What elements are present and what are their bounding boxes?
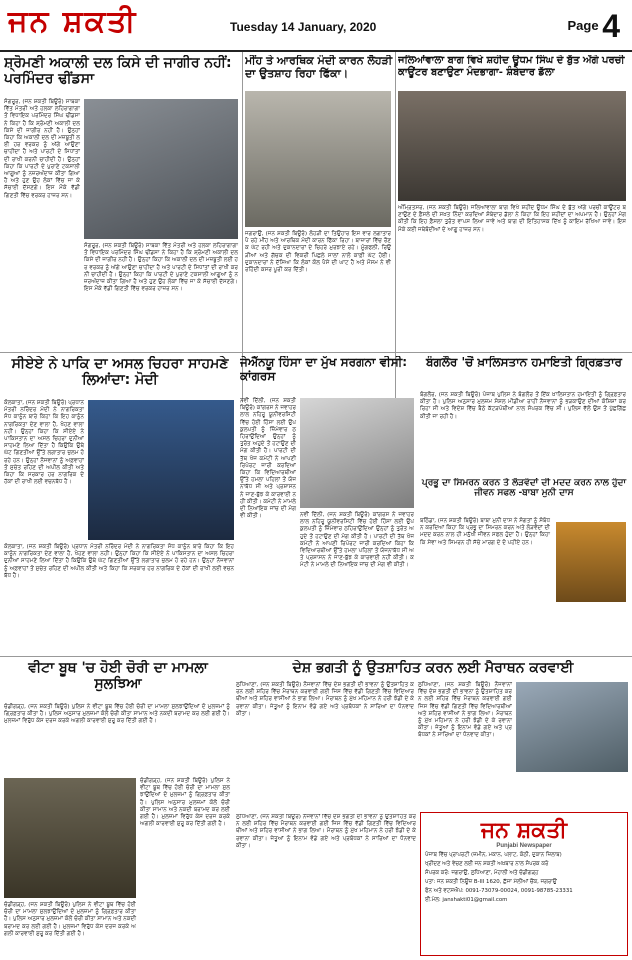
headline: ਮੀਂਹ ਤੇ ਆਰਥਿਕ ਮੰਦੀ ਕਾਰਨ ਲੋਹੜੀ ਦਾ ਉਤਸ਼ਾਹ ਰਿਹਾ ਫਿੱਕਾ। — [245, 55, 393, 80]
article-body: ਲੁਧਿਆਣਾ, (ਜਨ ਸ਼ਕਤੀ ਬਿਊਰੋ) ਨੌਜਵਾਨਾਂ ਵਿੱਚ ਦੇਸ਼ ਭਗਤੀ ਦੀ ਭਾਵਨਾ ਨੂੰ ਉਤਸ਼ਾਹਿਤ ਕਰਨ ਲਈ ਸ਼ਹਿਰ ਵਿੱਚ ਮੈਰਾਥਨ ਕਰਵਾਈ ਗਈ ਜਿਸ ਵਿੱਚ ਵੱਡੀ ਗਿਣਤੀ ਵਿੱਚ ਵਿਦਿਆਰਥੀਆਂ ਅਤੇ ਸ਼ਹਿਰ ਵਾਸੀਆਂ ਨੇ ਭਾਗ ਲਿਆ। ਮੈਰਾਥਨ ਨੂੰ ਮੁੱਖ ਮਹਿਮਾਨ ਨੇ ਹਰੀ ਝੰਡੀ ਦੇ ਕੇ ਰਵਾਨਾ ਕੀਤਾ। ਜੇਤੂਆਂ ਨੂੰ ਇਨਾਮ ਵੰਡੇ ਗਏ ਅਤੇ ਪ੍ਰਬੰਧਕਾਂ ਨੇ ਸਾਰਿਆਂ ਦਾ ਧੰਨਵਾਦ ਕੀਤਾ। — [236, 814, 416, 849]
page-number: 4 — [602, 8, 620, 44]
article-body: ਸੰਗਰੂਰ, (ਜਨ ਸ਼ਕਤੀ ਬਿਊਰੋ) ਸਾਬਕਾ ਵਿੱਤ ਮੰਤਰੀ ਅਤੇ ਹਲਕਾ ਲਹਿਰਾਗਾਗਾ ਤੋਂ ਵਿਧਾਇਕ ਪਰਮਿੰਦਰ ਸਿੰਘ ਢੀਂਡਸਾ ਨੇ ਕਿਹਾ ਹੈ ਕਿ ਸ਼੍ਰੋਮਣੀ ਅਕਾਲੀ ਦਲ ਕਿਸੇ ਦੀ ਜਾਗੀਰ ਨਹੀਂ ਹੈ। ਉਨ੍ਹਾਂ ਕਿਹਾ ਕਿ ਅਕਾਲੀ ਦਲ ਦੀ ਮਜ਼ਬੂਤੀ ਲਈ ਹਰ ਵਰਕਰ ਨੂੰ ਅੱਗੇ ਆਉਣਾ ਚਾਹੀਦਾ ਹੈ ਅਤੇ ਪਾਰਟੀ ਦੇ ਸਿਧਾਂਤਾਂ ਦੀ ਰਾਖੀ ਕਰਨੀ ਚਾਹੀਦੀ ਹੈ। ਉਨ੍ਹਾਂ ਕਿਹਾ ਕਿ ਪਾਰਟੀ ਦੇ ਪੁਰਾਣੇ ਟਕਸਾਲੀ ਆਗੂਆਂ ਨੂੰ ਨਜ਼ਰਅੰਦਾਜ਼ ਕੀਤਾ ਗਿਆ ਹੈ ਅਤੇ ਹੁਣ ਉਹ ਲੋਕਾਂ ਵਿੱਚ ਜਾ ਕੇ ਸੱਚਾਈ ਦੱਸਣਗੇ। ਇਸ ਮੌਕੇ ਵੱਡੀ ਗਿਣਤੀ ਵਿੱਚ ਵਰਕਰ ਹਾਜ਼ਰ ਸਨ। — [84, 243, 238, 293]
article-photo — [398, 91, 626, 201]
article-body: ਅੰਮ੍ਰਿਤਸਰ, (ਜਨ ਸ਼ਕਤੀ ਬਿਊਰੋ) ਜਲਿਆਂਵਾਲਾ ਬਾਗ ਵਿਖੇ ਸ਼ਹੀਦ ਊਧਮ ਸਿੰਘ ਦੇ ਬੁੱਤ ਅੱਗੇ ਪਰਚੀ ਕਾਊਂਟਰ ਬਣਾਉਣ ਦੇ ਫ਼ੈਸਲੇ ਦੀ ਸਖ਼ਤ ਨਿੰਦਾ ਕਰਦਿਆਂ ਸ਼ੰਬੇਦਾਰ ਡੱਲਾ ਨੇ ਕਿਹਾ ਕਿ ਇਹ ਸ਼ਹੀਦਾਂ ਦਾ ਅਪਮਾਨ ਹੈ। ਉਨ੍ਹਾਂ ਮੰਗ ਕੀਤੀ ਕਿ ਇਹ ਫ਼ੈਸਲਾ ਤੁਰੰਤ ਵਾਪਸ ਲਿਆ ਜਾਵੇ ਅਤੇ ਬਾਗ ਦੀ ਇਤਿਹਾਸਕ ਦਿੱਖ ਨੂੰ ਕਾਇਮ ਰੱਖਿਆ ਜਾਵੇ। ਇਸ ਮੌਕੇ ਕਈ ਜਥੇਬੰਦੀਆਂ ਦੇ ਆਗੂ ਹਾਜ਼ਰ ਸਨ। — [398, 205, 626, 233]
ad-logo: ਜਨ ਸ਼ਕਤੀ — [480, 817, 568, 843]
article-photo — [84, 99, 238, 239]
article-photo — [4, 778, 136, 898]
article-body: ਨਵੀਂ ਦਿੱਲੀ, (ਜਨ ਸ਼ਕਤੀ ਬਿਊਰੋ) ਕਾਂਗਰਸ ਨੇ ਜਵਾਹਰ ਲਾਲ ਨਹਿਰੂ ਯੂਨੀਵਰਸਿਟੀ ਵਿੱਚ ਹੋਈ ਹਿੰਸਾ ਲਈ ਉਪ ਕੁਲਪਤੀ ਨੂੰ ਜ਼ਿੰਮੇਵਾਰ ਠਹਿਰਾਉਂਦਿਆਂ ਉਨ੍ਹਾਂ ਨੂੰ ਤੁਰੰਤ ਅਹੁਦੇ ਤੋਂ ਹਟਾਉਣ ਦੀ ਮੰਗ ਕੀਤੀ ਹੈ। ਪਾਰਟੀ ਦੀ ਤੱਥ ਖੋਜ ਕਮੇਟੀ ਨੇ ਆਪਣੀ ਰਿਪੋਰਟ ਜਾਰੀ ਕਰਦਿਆਂ ਕਿਹਾ ਕਿ ਵਿਦਿਆਰਥੀਆਂ ਉੱਤੇ ਹਮਲਾ ਪਹਿਲਾਂ ਤੋਂ ਯੋਜਨਾਬੱਧ ਸੀ ਅਤੇ ਪ੍ਰਸ਼ਾਸਨ ਨੇ ਜਾਣ-ਬੁੱਝ ਕੇ ਕਾਰਵਾਈ ਨਹੀਂ ਕੀਤੀ। ਕਮੇਟੀ ਨੇ ਮਾਮਲੇ ਦੀ ਨਿਆਂਇਕ ਜਾਂਚ ਦੀ ਮੰਗ ਵੀ ਕੀਤੀ। — [300, 512, 414, 569]
headline: ਸ਼੍ਰੋਮਣੀ ਅਕਾਲੀ ਦਲ ਕਿਸੇ ਦੀ ਜਾਗੀਰ ਨਹੀਂ: ਪਰਮਿੰਦਰ ਢੀਂਡਸਾ — [4, 55, 232, 88]
article-jnu — [240, 356, 416, 654]
article-photo — [516, 682, 628, 772]
article-body: ਬੰਗਲੌਰ, (ਜਨ ਸ਼ਕਤੀ ਬਿਊਰੋ) ਪੰਜਾਬ ਪੁਲਿਸ ਨੇ ਬੰਗਲੌਰ ਤੋਂ ਇੱਕ ਖ਼ਾਲਿਸਤਾਨ ਹਮਾਇਤੀ ਨੂੰ ਗ੍ਰਿਫ਼ਤਾਰ ਕੀਤਾ ਹੈ। ਪੁਲਿਸ ਅਨੁਸਾਰ ਮੁਲਜ਼ਮ ਸੋਸ਼ਲ ਮੀਡੀਆ ਰਾਹੀਂ ਨੌਜਵਾਨਾਂ ਨੂੰ ਭੜਕਾਉਣ ਦੀਆਂ ਕੋਸ਼ਿਸ਼ਾਂ ਕਰ ਰਿਹਾ ਸੀ ਅਤੇ ਵਿਦੇਸ਼ ਵਿੱਚ ਬੈਠੇ ਕੱਟੜਪੰਥੀਆਂ ਨਾਲ ਸੰਪਰਕ ਵਿੱਚ ਸੀ। ਪੁਲਿਸ ਵੱਲੋਂ ਉਸ ਤੋਂ ਪੁੱਛਗਿੱਛ ਕੀਤੀ ਜਾ ਰਹੀ ਹੈ। — [420, 392, 626, 420]
article-photo — [88, 400, 234, 540]
headline: ਜੇਐੱਨਯੂ ਹਿੰਸਾ ਦਾ ਮੁੱਖ ਸਰਗਨਾ ਵੀਸੀ: ਕਾਂਗਰਸ — [240, 356, 408, 383]
article-body: ਚੰਡੀਗੜ੍ਹ, (ਜਨ ਸ਼ਕਤੀ ਬਿਊਰੋ) ਪੁਲਿਸ ਨੇ ਵੀਟਾ ਬੂਥ ਵਿੱਚ ਹੋਈ ਚੋਰੀ ਦਾ ਮਾਮਲਾ ਸੁਲਝਾਉਂਦਿਆਂ ਦੋ ਮੁਲਜ਼ਮਾਂ ਨੂੰ ਗ੍ਰਿਫ਼ਤਾਰ ਕੀਤਾ ਹੈ। ਪੁਲਿਸ ਅਨੁਸਾਰ ਮੁਲਜ਼ਮਾਂ ਕੋਲੋਂ ਚੋਰੀ ਕੀਤਾ ਸਾਮਾਨ ਅਤੇ ਨਕਦੀ ਬਰਾਮਦ ਕਰ ਲਈ ਗਈ ਹੈ। ਮੁਲਜ਼ਮਾਂ ਵਿਰੁੱਧ ਕੇਸ ਦਰਜ ਕਰਕੇ ਅਗਲੀ ਕਾਰਵਾਈ ਸ਼ੁਰੂ ਕਰ ਦਿੱਤੀ ਗਈ ਹੈ। — [4, 704, 230, 725]
headline: ਪ੍ਰਭੂ ਦਾ ਸਿਮਰਨ ਕਰਨ ਤੇ ਲੋੜਵੰਦਾਂ ਦੀ ਮਦਦ ਕਰਨ ਨਾਲ ਹੁੰਦਾ ਜੀਵਨ ਸਫਲ -ਬਾਬਾ ਮੁਨੀ ਦਾਸ — [421, 478, 627, 499]
article-body: ਚੰਡੀਗੜ੍ਹ, (ਜਨ ਸ਼ਕਤੀ ਬਿਊਰੋ) ਪੁਲਿਸ ਨੇ ਵੀਟਾ ਬੂਥ ਵਿੱਚ ਹੋਈ ਚੋਰੀ ਦਾ ਮਾਮਲਾ ਸੁਲਝਾਉਂਦਿਆਂ ਦੋ ਮੁਲਜ਼ਮਾਂ ਨੂੰ ਗ੍ਰਿਫ਼ਤਾਰ ਕੀਤਾ ਹੈ। ਪੁਲਿਸ ਅਨੁਸਾਰ ਮੁਲਜ਼ਮਾਂ ਕੋਲੋਂ ਚੋਰੀ ਕੀਤਾ ਸਾਮਾਨ ਅਤੇ ਨਕਦੀ ਬਰਾਮਦ ਕਰ ਲਈ ਗਈ ਹੈ। ਮੁਲਜ਼ਮਾਂ ਵਿਰੁੱਧ ਕੇਸ ਦਰਜ ਕਰਕੇ ਅਗਲੀ ਕਾਰਵਾਈ ਸ਼ੁਰੂ ਕਰ ਦਿੱਤੀ ਗਈ ਹੈ। — [140, 778, 230, 828]
ad-subtitle: Punjabi Newspaper — [496, 843, 552, 849]
section-divider — [0, 352, 632, 353]
masthead — [0, 0, 632, 52]
article-photo — [556, 522, 626, 602]
headline: ਸੀਏਏ ਨੇ ਪਾਕਿ ਦਾ ਅਸਲ ਚਿਹਰਾ ਸਾਹਮਣੇ ਲਿਆਂਦਾ: ਮੋਦੀ — [11, 356, 229, 389]
newspaper-logo: ਜਨ ਸ਼ਕਤੀ — [8, 4, 138, 39]
article-modi-caa — [4, 356, 236, 654]
section-divider — [0, 656, 632, 657]
headline: ਜਲਿਆਂਵਾਲਾ ਬਾਗ ਵਿਖੇ ਸ਼ਹੀਦ ਊਧਮ ਸਿੰਘ ਦੇ ਬੁੱਤ ਅੱਗੇ ਪਰਚੀ ਕਾਊਂਟਰ ਬਣਾਉਣਾ ਮੰਦਭਾਗਾ- ਸ਼ੰਬੇਦਾਰ ਡੱਲਾ — [398, 55, 625, 78]
column-divider — [242, 52, 243, 402]
ad-line: ਫੋਨ ਅਤੇ ਵਟਸਐਪ: 0091-73079-00024, 0091-98785-23331 — [425, 888, 573, 894]
article-akali-dal — [4, 55, 240, 350]
article-body: ਲੁਧਿਆਣਾ, (ਜਨ ਸ਼ਕਤੀ ਬਿਊਰੋ) ਨੌਜਵਾਨਾਂ ਵਿੱਚ ਦੇਸ਼ ਭਗਤੀ ਦੀ ਭਾਵਨਾ ਨੂੰ ਉਤਸ਼ਾਹਿਤ ਕਰਨ ਲਈ ਸ਼ਹਿਰ ਵਿੱਚ ਮੈਰਾਥਨ ਕਰਵਾਈ ਗਈ ਜਿਸ ਵਿੱਚ ਵੱਡੀ ਗਿਣਤੀ ਵਿੱਚ ਵਿਦਿਆਰਥੀਆਂ ਅਤੇ ਸ਼ਹਿਰ ਵਾਸੀਆਂ ਨੇ ਭਾਗ ਲਿਆ। ਮੈਰਾਥਨ ਨੂੰ ਮੁੱਖ ਮਹਿਮਾਨ ਨੇ ਹਰੀ ਝੰਡੀ ਦੇ ਕੇ ਰਵਾਨਾ ਕੀਤਾ। ਜੇਤੂਆਂ ਨੂੰ ਇਨਾਮ ਵੰਡੇ ਗਏ ਅਤੇ ਪ੍ਰਬੰਧਕਾਂ ਨੇ ਸਾਰਿਆਂ ਦਾ ਧੰਨਵਾਦ ਕੀਤਾ। — [236, 682, 414, 717]
article-bangalore — [420, 356, 628, 476]
article-marathon — [236, 660, 630, 810]
page-label: Page — [567, 17, 599, 33]
article-body: ਜਗਰਾਉਂ, (ਜਨ ਸ਼ਕਤੀ ਬਿਊਰੋ) ਲੋਹੜੀ ਦਾ ਤਿਉਹਾਰ ਇਸ ਵਾਰ ਲਗਾਤਾਰ ਪੈ ਰਹੇ ਮੀਂਹ ਅਤੇ ਆਰਥਿਕ ਮੰਦੀ ਕਾਰਨ ਫਿੱਕਾ ਰਿਹਾ। ਬਾਜ਼ਾਰਾਂ ਵਿੱਚ ਰੌਣਕ ਘੱਟ ਰਹੀ ਅਤੇ ਦੁਕਾਨਦਾਰਾਂ ਦੇ ਚਿਹਰੇ ਮੁਰਝਾਏ ਰਹੇ। ਮੂੰਗਫਲੀ, ਰਿਉੜੀਆਂ ਅਤੇ ਗੱਚਕ ਦੀ ਵਿਕਰੀ ਪਿਛਲੇ ਸਾਲਾਂ ਨਾਲੋਂ ਕਾਫ਼ੀ ਘੱਟ ਹੋਈ। ਦੁਕਾਨਦਾਰਾਂ ਨੇ ਦੱਸਿਆ ਕਿ ਲੋਕਾਂ ਕੋਲ ਪੈਸੇ ਦੀ ਘਾਟ ਹੈ ਅਤੇ ਮੌਸਮ ਨੇ ਵੀ ਰਹਿੰਦੀ ਕਸਰ ਪੂਰੀ ਕਰ ਦਿੱਤੀ। — [245, 231, 391, 274]
headline: ਬੰਗਲੌਰ 'ਚੋਂ ਖ਼ਾਲਿਸਤਾਨ ਹਮਾਇਤੀ ਗ੍ਰਿਫ਼ਤਾਰ — [425, 356, 622, 369]
article-photo — [300, 398, 414, 508]
article-jallianwala — [398, 55, 628, 350]
column-divider — [395, 52, 396, 402]
ad-line: ਈ.ਮੇਲ: janshakti01@gmail.com — [425, 897, 508, 903]
ad-line: ਪਤਾ: ਜਨ ਸ਼ਕਤੀ ਨਿਊਜ਼ B-III 1620, ਛੱਜਾ ਮੱਲੀਆਂ ਚੌਂਕ, ਜਗਰਾਉਂ — [425, 879, 557, 885]
article-baba-muni-das — [420, 478, 628, 654]
issue-date: Tuesday 14 January, 2020 — [230, 20, 377, 34]
article-body: ਬਠਿੰਡਾ, (ਜਨ ਸ਼ਕਤੀ ਬਿਊਰੋ) ਬਾਬਾ ਮੁਨੀ ਦਾਸ ਨੇ ਸੰਗਤਾਂ ਨੂੰ ਸੰਬੋਧਨ ਕਰਦਿਆਂ ਕਿਹਾ ਕਿ ਪ੍ਰਭੂ ਦਾ ਸਿਮਰਨ ਕਰਨ ਅਤੇ ਲੋੜਵੰਦਾਂ ਦੀ ਮਦਦ ਕਰਨ ਨਾਲ ਹੀ ਮਨੁੱਖੀ ਜੀਵਨ ਸਫਲ ਹੁੰਦਾ ਹੈ। ਉਨ੍ਹਾਂ ਕਿਹਾ ਕਿ ਸੇਵਾ ਅਤੇ ਸਿਮਰਨ ਹੀ ਸੱਚੇ ਮਾਰਗ ਦੇ ਦੋ ਪਹੀਏ ਹਨ। — [420, 518, 550, 546]
article-body: ਸੰਗਰੂਰ, (ਜਨ ਸ਼ਕਤੀ ਬਿਊਰੋ) ਸਾਬਕਾ ਵਿੱਤ ਮੰਤਰੀ ਅਤੇ ਹਲਕਾ ਲਹਿਰਾਗਾਗਾ ਤੋਂ ਵਿਧਾਇਕ ਪਰਮਿੰਦਰ ਸਿੰਘ ਢੀਂਡਸਾ ਨੇ ਕਿਹਾ ਹੈ ਕਿ ਸ਼੍ਰੋਮਣੀ ਅਕਾਲੀ ਦਲ ਕਿਸੇ ਦੀ ਜਾਗੀਰ ਨਹੀਂ ਹੈ। ਉਨ੍ਹਾਂ ਕਿਹਾ ਕਿ ਅਕਾਲੀ ਦਲ ਦੀ ਮਜ਼ਬੂਤੀ ਲਈ ਹਰ ਵਰਕਰ ਨੂੰ ਅੱਗੇ ਆਉਣਾ ਚਾਹੀਦਾ ਹੈ ਅਤੇ ਪਾਰਟੀ ਦੇ ਸਿਧਾਂਤਾਂ ਦੀ ਰਾਖੀ ਕਰਨੀ ਚਾਹੀਦੀ ਹੈ। ਉਨ੍ਹਾਂ ਕਿਹਾ ਕਿ ਪਾਰਟੀ ਦੇ ਪੁਰਾਣੇ ਟਕਸਾਲੀ ਆਗੂਆਂ ਨੂੰ ਨਜ਼ਰਅੰਦਾਜ਼ ਕੀਤਾ ਗਿਆ ਹੈ ਅਤੇ ਹੁਣ ਉਹ ਲੋਕਾਂ ਵਿੱਚ ਜਾ ਕੇ ਸੱਚਾਈ ਦੱਸਣਗੇ। ਇਸ ਮੌਕੇ ਵੱਡੀ ਗਿਣਤੀ ਵਿੱਚ ਵਰਕਰ ਹਾਜ਼ਰ ਸਨ। — [4, 99, 80, 199]
ad-line: ਖ੍ਰੀਦਣ ਅਤੇ ਵੇਚਣ ਲਈ ਜਨ ਸ਼ਕਤੀ ਅਖ਼ਬਾਰ ਨਾਲ ਸੰਪਰਕ ਕਰੋ — [425, 861, 549, 867]
headline: ਦੇਸ਼ ਭਗਤੀ ਨੂੰ ਉਤਸ਼ਾਹਿਤ ਕਰਨ ਲਈ ਮੈਰਾਥਨ ਕਰਵਾਈ — [292, 660, 574, 676]
article-photo — [245, 91, 391, 227]
headline: ਵੀਟਾ ਬੂਥ 'ਚ ਹੋਈ ਚੋਰੀ ਦਾ ਮਾਮਲਾ ਸੁਲਝਿਆ — [28, 660, 208, 693]
article-body: ਕੋਲਕਾਤਾ, (ਜਨ ਸ਼ਕਤੀ ਬਿਊਰੋ) ਪ੍ਰਧਾਨ ਮੰਤਰੀ ਨਰਿੰਦਰ ਮੋਦੀ ਨੇ ਨਾਗਰਿਕਤਾ ਸੋਧ ਕਾਨੂੰਨ ਬਾਰੇ ਕਿਹਾ ਕਿ ਇਹ ਕਾਨੂੰਨ ਨਾਗਰਿਕਤਾ ਦੇਣ ਵਾਲਾ ਹੈ, ਖੋਹਣ ਵਾਲਾ ਨਹੀਂ। ਉਨ੍ਹਾਂ ਕਿਹਾ ਕਿ ਸੀਏਏ ਨੇ ਪਾਕਿਸਤਾਨ ਦਾ ਅਸਲ ਚਿਹਰਾ ਦੁਨੀਆਂ ਸਾਹਮਣੇ ਲਿਆ ਦਿੱਤਾ ਹੈ ਕਿਉਂਕਿ ਉਥੇ ਘੱਟ ਗਿਣਤੀਆਂ ਉੱਤੇ ਲਗਾਤਾਰ ਜ਼ੁਲਮ ਹੋ ਰਹੇ ਹਨ। ਉਨ੍ਹਾਂ ਨੌਜਵਾਨਾਂ ਨੂੰ ਅਫ਼ਵਾਹਾਂ ਤੋਂ ਸੁਚੇਤ ਰਹਿਣ ਦੀ ਅਪੀਲ ਕੀਤੀ ਅਤੇ ਕਿਹਾ ਕਿ ਸਰਕਾਰ ਹਰ ਨਾਗਰਿਕ ਦੇ ਹੱਕਾਂ ਦੀ ਰਾਖੀ ਲਈ ਵਚਨਬੱਧ ਹੈ। — [4, 544, 234, 579]
article-body: ਕੋਲਕਾਤਾ, (ਜਨ ਸ਼ਕਤੀ ਬਿਊਰੋ) ਪ੍ਰਧਾਨ ਮੰਤਰੀ ਨਰਿੰਦਰ ਮੋਦੀ ਨੇ ਨਾਗਰਿਕਤਾ ਸੋਧ ਕਾਨੂੰਨ ਬਾਰੇ ਕਿਹਾ ਕਿ ਇਹ ਕਾਨੂੰਨ ਨਾਗਰਿਕਤਾ ਦੇਣ ਵਾਲਾ ਹੈ, ਖੋਹਣ ਵਾਲਾ ਨਹੀਂ। ਉਨ੍ਹਾਂ ਕਿਹਾ ਕਿ ਸੀਏਏ ਨੇ ਪਾਕਿਸਤਾਨ ਦਾ ਅਸਲ ਚਿਹਰਾ ਦੁਨੀਆਂ ਸਾਹਮਣੇ ਲਿਆ ਦਿੱਤਾ ਹੈ ਕਿਉਂਕਿ ਉਥੇ ਘੱਟ ਗਿਣਤੀਆਂ ਉੱਤੇ ਲਗਾਤਾਰ ਜ਼ੁਲਮ ਹੋ ਰਹੇ ਹਨ। ਉਨ੍ਹਾਂ ਨੌਜਵਾਨਾਂ ਨੂੰ ਅਫ਼ਵਾਹਾਂ ਤੋਂ ਸੁਚੇਤ ਰਹਿਣ ਦੀ ਅਪੀਲ ਕੀਤੀ ਅਤੇ ਕਿਹਾ ਕਿ ਸਰਕਾਰ ਹਰ ਨਾਗਰਿਕ ਦੇ ਹੱਕਾਂ ਦੀ ਰਾਖੀ ਲਈ ਵਚਨਬੱਧ ਹੈ। — [4, 400, 84, 486]
ad-line: ਸੰਪਰਕ ਕਰੋ: ਜਗਰਾਉਂ, ਲੁਧਿਆਣਾ, ਮੋਹਾਲੀ ਅਤੇ ਚੰਡੀਗੜ੍ਹ — [425, 870, 539, 876]
property-advertisement — [420, 812, 628, 956]
article-lohri — [245, 55, 393, 350]
ad-text — [421, 849, 627, 907]
article-vita-booth — [4, 660, 232, 956]
article-body: ਨਵੀਂ ਦਿੱਲੀ, (ਜਨ ਸ਼ਕਤੀ ਬਿਊਰੋ) ਕਾਂਗਰਸ ਨੇ ਜਵਾਹਰ ਲਾਲ ਨਹਿਰੂ ਯੂਨੀਵਰਸਿਟੀ ਵਿੱਚ ਹੋਈ ਹਿੰਸਾ ਲਈ ਉਪ ਕੁਲਪਤੀ ਨੂੰ ਜ਼ਿੰਮੇਵਾਰ ਠਹਿਰਾਉਂਦਿਆਂ ਉਨ੍ਹਾਂ ਨੂੰ ਤੁਰੰਤ ਅਹੁਦੇ ਤੋਂ ਹਟਾਉਣ ਦੀ ਮੰਗ ਕੀਤੀ ਹੈ। ਪਾਰਟੀ ਦੀ ਤੱਥ ਖੋਜ ਕਮੇਟੀ ਨੇ ਆਪਣੀ ਰਿਪੋਰਟ ਜਾਰੀ ਕਰਦਿਆਂ ਕਿਹਾ ਕਿ ਵਿਦਿਆਰਥੀਆਂ ਉੱਤੇ ਹਮਲਾ ਪਹਿਲਾਂ ਤੋਂ ਯੋਜਨਾਬੱਧ ਸੀ ਅਤੇ ਪ੍ਰਸ਼ਾਸਨ ਨੇ ਜਾਣ-ਬੁੱਝ ਕੇ ਕਾਰਵਾਈ ਨਹੀਂ ਕੀਤੀ। ਕਮੇਟੀ ਨੇ ਮਾਮਲੇ ਦੀ ਨਿਆਂਇਕ ਜਾਂਚ ਦੀ ਮੰਗ ਵੀ ਕੀਤੀ। — [240, 398, 296, 520]
article-body: ਲੁਧਿਆਣਾ, (ਜਨ ਸ਼ਕਤੀ ਬਿਊਰੋ) ਨੌਜਵਾਨਾਂ ਵਿੱਚ ਦੇਸ਼ ਭਗਤੀ ਦੀ ਭਾਵਨਾ ਨੂੰ ਉਤਸ਼ਾਹਿਤ ਕਰਨ ਲਈ ਸ਼ਹਿਰ ਵਿੱਚ ਮੈਰਾਥਨ ਕਰਵਾਈ ਗਈ ਜਿਸ ਵਿੱਚ ਵੱਡੀ ਗਿਣਤੀ ਵਿੱਚ ਵਿਦਿਆਰਥੀਆਂ ਅਤੇ ਸ਼ਹਿਰ ਵਾਸੀਆਂ ਨੇ ਭਾਗ ਲਿਆ। ਮੈਰਾਥਨ ਨੂੰ ਮੁੱਖ ਮਹਿਮਾਨ ਨੇ ਹਰੀ ਝੰਡੀ ਦੇ ਕੇ ਰਵਾਨਾ ਕੀਤਾ। ਜੇਤੂਆਂ ਨੂੰ ਇਨਾਮ ਵੰਡੇ ਗਏ ਅਤੇ ਪ੍ਰਬੰਧਕਾਂ ਨੇ ਸਾਰਿਆਂ ਦਾ ਧੰਨਵਾਦ ਕੀਤਾ। — [418, 682, 512, 739]
article-body: ਚੰਡੀਗੜ੍ਹ, (ਜਨ ਸ਼ਕਤੀ ਬਿਊਰੋ) ਪੁਲਿਸ ਨੇ ਵੀਟਾ ਬੂਥ ਵਿੱਚ ਹੋਈ ਚੋਰੀ ਦਾ ਮਾਮਲਾ ਸੁਲਝਾਉਂਦਿਆਂ ਦੋ ਮੁਲਜ਼ਮਾਂ ਨੂੰ ਗ੍ਰਿਫ਼ਤਾਰ ਕੀਤਾ ਹੈ। ਪੁਲਿਸ ਅਨੁਸਾਰ ਮੁਲਜ਼ਮਾਂ ਕੋਲੋਂ ਚੋਰੀ ਕੀਤਾ ਸਾਮਾਨ ਅਤੇ ਨਕਦੀ ਬਰਾਮਦ ਕਰ ਲਈ ਗਈ ਹੈ। ਮੁਲਜ਼ਮਾਂ ਵਿਰੁੱਧ ਕੇਸ ਦਰਜ ਕਰਕੇ ਅਗਲੀ ਕਾਰਵਾਈ ਸ਼ੁਰੂ ਕਰ ਦਿੱਤੀ ਗਈ ਹੈ। — [4, 902, 136, 937]
page-number-label — [568, 8, 621, 45]
ad-line: ਪੰਜਾਬ ਵਿੱਚ ਪ੍ਰਾਪਰਟੀ (ਜ਼ਮੀਨ, ਮਕਾਨ, ਪਲਾਟ, ਕੋਠੀ, ਦੁਕਾਨ ਜ਼ਿਲਾਬ) — [425, 852, 562, 858]
